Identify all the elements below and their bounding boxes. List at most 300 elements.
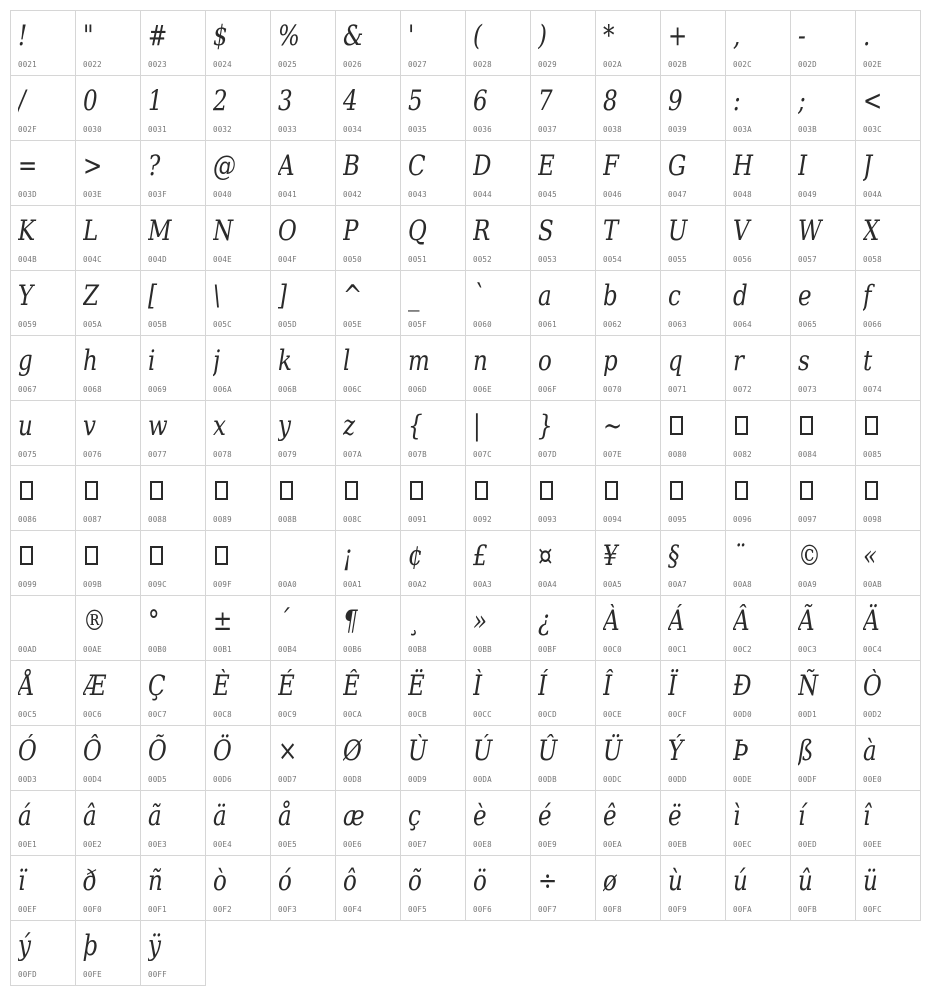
- missing-glyph-box-icon: [670, 481, 683, 500]
- glyph-character: ¥: [603, 539, 618, 572]
- glyph-cell: [660, 335, 726, 401]
- glyph-character: y: [278, 409, 291, 442]
- glyph-code-label: 00D0: [733, 710, 752, 719]
- missing-glyph: [603, 472, 655, 510]
- glyph-cell: [400, 530, 466, 596]
- glyph-cell: [270, 140, 336, 206]
- glyph-code-label: 00A0: [278, 580, 297, 589]
- missing-glyph-box-icon: [735, 416, 748, 435]
- glyph-code-label: 005E: [343, 320, 362, 329]
- glyph-cell: [335, 10, 401, 76]
- glyph-character: W: [798, 214, 822, 247]
- glyph-character: 6: [473, 84, 488, 117]
- glyph-cell: [140, 465, 206, 531]
- glyph-code-label: 00CF: [668, 710, 687, 719]
- glyph-character: ÿ: [148, 929, 161, 962]
- glyph-code-label: 0073: [798, 385, 817, 394]
- glyph-code-label: 00CC: [473, 710, 492, 719]
- glyph-character: Ð: [733, 669, 752, 702]
- glyph-cell: [400, 270, 466, 336]
- missing-glyph: [668, 472, 720, 510]
- glyph-code-label: 0063: [668, 320, 687, 329]
- glyph-code-label: 00E4: [213, 840, 232, 849]
- glyph-character: [278, 537, 321, 575]
- glyph-cell: [10, 790, 76, 856]
- glyph-character: x: [213, 409, 226, 442]
- glyph-cell: [335, 335, 401, 401]
- missing-glyph: [538, 472, 590, 510]
- glyph-code-label: 00CB: [408, 710, 427, 719]
- glyph-code-label: 00E8: [473, 840, 492, 849]
- glyph-character: F: [603, 149, 619, 182]
- glyph-character: n: [473, 344, 488, 377]
- glyph-cell: [790, 10, 856, 76]
- glyph-cell: [205, 205, 271, 271]
- glyph-cell: [205, 790, 271, 856]
- glyph-code-label: 004E: [213, 255, 232, 264]
- glyph-code-label: 0041: [278, 190, 297, 199]
- glyph-cell: [205, 725, 271, 791]
- glyph-code-label: 0021: [18, 60, 37, 69]
- glyph-code-label: 00C2: [733, 645, 752, 654]
- glyph-code-label: 00E2: [83, 840, 102, 849]
- glyph-code-label: 00B0: [148, 645, 167, 654]
- glyph-cell: [335, 205, 401, 271]
- glyph-code-label: 00DE: [733, 775, 752, 784]
- glyph-cell: [270, 660, 336, 726]
- glyph-character: ò: [213, 864, 227, 897]
- glyph-code-label: 0089: [213, 515, 232, 524]
- glyph-code-label: 004F: [278, 255, 297, 264]
- glyph-character: ý: [18, 929, 31, 962]
- glyph-cell: [465, 205, 531, 271]
- glyph-code-label: 00A2: [408, 580, 427, 589]
- glyph-cell: [725, 595, 791, 661]
- glyph-code-label: 00C5: [18, 710, 37, 719]
- glyph-cell: [400, 465, 466, 531]
- glyph-code-label: 0060: [473, 320, 492, 329]
- glyph-cell: [530, 855, 596, 921]
- glyph-code-label: 008B: [278, 515, 297, 524]
- glyph-code-label: 0045: [538, 190, 557, 199]
- glyph-cell: [75, 790, 141, 856]
- glyph-code-label: 003B: [798, 125, 817, 134]
- glyph-character: -: [798, 19, 806, 52]
- glyph-cell: [790, 595, 856, 661]
- glyph-character: I: [798, 149, 808, 182]
- glyph-character: á: [18, 799, 32, 832]
- glyph-character: d: [733, 279, 748, 312]
- glyph-code-label: 00C6: [83, 710, 102, 719]
- glyph-cell: [790, 205, 856, 271]
- glyph-code-label: 00D8: [343, 775, 362, 784]
- glyph-code-label: 0074: [863, 385, 882, 394]
- glyph-cell: [855, 660, 921, 726]
- glyph-code-label: 00FE: [83, 970, 102, 979]
- glyph-character: k: [278, 344, 292, 377]
- glyph-code-label: 002F: [18, 125, 37, 134]
- glyph-cell: [10, 660, 76, 726]
- glyph-code-label: 00D2: [863, 710, 882, 719]
- glyph-cell: [205, 465, 271, 531]
- glyph-code-label: 00A4: [538, 580, 557, 589]
- glyph-cell: [335, 400, 401, 466]
- glyph-cell: [595, 660, 661, 726]
- glyph-character: o: [538, 344, 552, 377]
- glyph-cell: [400, 205, 466, 271]
- glyph-character: É: [278, 669, 295, 702]
- glyph-character: D: [473, 149, 492, 182]
- glyph-character: ¶: [343, 604, 358, 637]
- glyph-cell: [725, 660, 791, 726]
- glyph-cell: [660, 530, 726, 596]
- glyph-code-label: 00F1: [148, 905, 167, 914]
- glyph-character: i: [148, 344, 156, 377]
- glyph-code-label: 0028: [473, 60, 492, 69]
- glyph-character: $: [213, 19, 228, 52]
- glyph-cell: [335, 725, 401, 791]
- glyph-code-label: 008C: [343, 515, 362, 524]
- glyph-code-label: 006C: [343, 385, 362, 394]
- glyph-character: !: [18, 19, 28, 52]
- missing-glyph: [798, 472, 850, 510]
- glyph-character: »: [473, 604, 488, 637]
- glyph-code-label: 0078: [213, 450, 232, 459]
- glyph-character: ñ: [148, 864, 163, 897]
- glyph-cell: [205, 10, 271, 76]
- glyph-cell: [75, 10, 141, 76]
- glyph-code-label: 00EB: [668, 840, 687, 849]
- glyph-character: æ: [343, 799, 365, 832]
- glyph-code-label: 005B: [148, 320, 167, 329]
- glyph-code-label: 00ED: [798, 840, 817, 849]
- glyph-character: ;: [798, 84, 806, 117]
- glyph-character: ô: [343, 864, 357, 897]
- glyph-code-label: 00F4: [343, 905, 362, 914]
- glyph-character: 0: [83, 84, 98, 117]
- glyph-code-label: 004A: [863, 190, 882, 199]
- glyph-character: 8: [603, 84, 618, 117]
- glyph-code-label: 00C9: [278, 710, 297, 719]
- glyph-code-label: 00EF: [18, 905, 37, 914]
- glyph-code-label: 00D1: [798, 710, 817, 719]
- glyph-cell: [790, 75, 856, 141]
- glyph-cell: [855, 595, 921, 661]
- glyph-cell: [725, 530, 791, 596]
- glyph-code-label: 00C7: [148, 710, 167, 719]
- glyph-cell: [10, 10, 76, 76]
- glyph-code-label: 005C: [213, 320, 232, 329]
- missing-glyph: [408, 472, 460, 510]
- glyph-cell: [465, 790, 531, 856]
- glyph-cell: [465, 270, 531, 336]
- glyph-code-label: 00E5: [278, 840, 297, 849]
- glyph-code-label: 00AD: [18, 645, 37, 654]
- missing-glyph-box-icon: [20, 546, 33, 565]
- glyph-cell: [660, 10, 726, 76]
- glyph-code-label: 00F9: [668, 905, 687, 914]
- glyph-cell: [660, 400, 726, 466]
- glyph-cell: [725, 790, 791, 856]
- glyph-character: S: [538, 214, 554, 247]
- glyph-character: ¤: [538, 539, 553, 572]
- glyph-cell: [335, 530, 401, 596]
- glyph-cell: [790, 465, 856, 531]
- glyph-character: g: [18, 344, 33, 377]
- glyph-cell: [790, 725, 856, 791]
- glyph-code-label: 00D5: [148, 775, 167, 784]
- glyph-character: 9: [668, 84, 683, 117]
- glyph-cell: [595, 75, 661, 141]
- glyph-code-label: 007C: [473, 450, 492, 459]
- missing-glyph-box-icon: [540, 481, 553, 500]
- glyph-cell: [140, 270, 206, 336]
- glyph-character: 1: [148, 84, 163, 117]
- glyph-cell: [790, 400, 856, 466]
- glyph-cell: [10, 725, 76, 791]
- glyph-cell: [400, 855, 466, 921]
- glyph-cell: [530, 10, 596, 76]
- glyph-character: >: [83, 149, 103, 182]
- glyph-code-label: 0029: [538, 60, 557, 69]
- glyph-code-label: 00D9: [408, 775, 427, 784]
- glyph-cell: [400, 335, 466, 401]
- glyph-cell: [10, 75, 76, 141]
- glyph-cell: [400, 400, 466, 466]
- glyph-character: Á: [668, 604, 685, 637]
- glyph-cell: [205, 400, 271, 466]
- missing-glyph: [668, 407, 720, 445]
- glyph-code-label: 0030: [83, 125, 102, 134]
- glyph-cell: [660, 140, 726, 206]
- glyph-character: þ: [83, 929, 98, 962]
- glyph-cell: [725, 335, 791, 401]
- missing-glyph: [343, 472, 395, 510]
- glyph-character: ´: [278, 604, 290, 637]
- glyph-character: ^: [343, 279, 363, 312]
- glyph-cell: [205, 270, 271, 336]
- missing-glyph: [18, 537, 70, 575]
- glyph-character: f: [863, 279, 872, 312]
- glyph-character: Ë: [408, 669, 425, 702]
- glyph-cell: [335, 595, 401, 661]
- glyph-cell: [10, 530, 76, 596]
- glyph-code-label: 00FB: [798, 905, 817, 914]
- glyph-cell: [75, 75, 141, 141]
- glyph-cell: [855, 270, 921, 336]
- glyph-code-label: 007A: [343, 450, 362, 459]
- glyph-character: Q: [408, 214, 427, 247]
- glyph-cell: [270, 75, 336, 141]
- glyph-grid: [10, 10, 920, 985]
- glyph-cell: [855, 205, 921, 271]
- glyph-cell: [75, 920, 141, 986]
- glyph-character: ": [83, 19, 94, 52]
- glyph-code-label: 003F: [148, 190, 167, 199]
- glyph-character: ,: [733, 19, 741, 52]
- glyph-character: é: [538, 799, 552, 832]
- glyph-character: ®: [83, 604, 106, 637]
- glyph-cell: [270, 335, 336, 401]
- glyph-cell: [335, 140, 401, 206]
- glyph-cell: [140, 725, 206, 791]
- glyph-cell: [205, 335, 271, 401]
- glyph-cell: [855, 10, 921, 76]
- glyph-cell: [400, 75, 466, 141]
- glyph-cell: [660, 855, 726, 921]
- glyph-code-label: 0047: [668, 190, 687, 199]
- glyph-character: }: [538, 409, 553, 442]
- glyph-character: A: [278, 149, 295, 182]
- glyph-cell: [530, 205, 596, 271]
- glyph-code-label: 00CD: [538, 710, 557, 719]
- glyph-character: X: [863, 214, 880, 247]
- glyph-character: s: [798, 344, 810, 377]
- glyph-code-label: 004C: [83, 255, 102, 264]
- glyph-character: ?: [148, 149, 161, 182]
- missing-glyph: [148, 537, 200, 575]
- missing-glyph-box-icon: [735, 481, 748, 500]
- missing-glyph-box-icon: [475, 481, 488, 500]
- glyph-cell: [595, 335, 661, 401]
- glyph-character: ø: [603, 864, 617, 897]
- glyph-character: .: [863, 19, 871, 52]
- glyph-code-label: 00E0: [863, 775, 882, 784]
- glyph-cell: [75, 595, 141, 661]
- glyph-code-label: 0095: [668, 515, 687, 524]
- glyph-code-label: 0092: [473, 515, 492, 524]
- glyph-code-label: 009F: [213, 580, 232, 589]
- glyph-cell: [530, 75, 596, 141]
- glyph-cell: [595, 790, 661, 856]
- glyph-code-label: 006B: [278, 385, 297, 394]
- glyph-cell: [595, 725, 661, 791]
- glyph-code-label: 007B: [408, 450, 427, 459]
- missing-glyph: [798, 407, 850, 445]
- glyph-code-label: 0075: [18, 450, 37, 459]
- glyph-cell: [660, 75, 726, 141]
- glyph-code-label: 003C: [863, 125, 882, 134]
- glyph-character: B: [343, 149, 360, 182]
- glyph-cell: [140, 140, 206, 206]
- glyph-code-label: 00F5: [408, 905, 427, 914]
- glyph-cell: [725, 205, 791, 271]
- missing-glyph: [278, 472, 330, 510]
- glyph-cell: [335, 465, 401, 531]
- glyph-character: Z: [83, 279, 99, 312]
- glyph-code-label: 0062: [603, 320, 622, 329]
- missing-glyph-box-icon: [150, 481, 163, 500]
- glyph-code-label: 0077: [148, 450, 167, 459]
- glyph-cell: [660, 725, 726, 791]
- glyph-character: @: [213, 149, 236, 182]
- glyph-character: ß: [798, 734, 814, 767]
- glyph-character: J: [863, 149, 873, 182]
- glyph-character: %: [278, 19, 300, 52]
- glyph-character: =: [18, 149, 38, 182]
- glyph-code-label: 005A: [83, 320, 102, 329]
- glyph-cell: [790, 270, 856, 336]
- glyph-character: ü: [863, 864, 878, 897]
- glyph-code-label: 00F6: [473, 905, 492, 914]
- glyph-code-label: 004B: [18, 255, 37, 264]
- glyph-cell: [400, 725, 466, 791]
- glyph-character: m: [408, 344, 430, 377]
- glyph-cell: [140, 10, 206, 76]
- missing-glyph-box-icon: [215, 546, 228, 565]
- glyph-cell: [595, 205, 661, 271]
- glyph-character: È: [213, 669, 230, 702]
- glyph-code-label: 00DF: [798, 775, 817, 784]
- glyph-code-label: 0072: [733, 385, 752, 394]
- glyph-character: Ú: [473, 734, 493, 767]
- glyph-cell: [75, 530, 141, 596]
- glyph-cell: [75, 335, 141, 401]
- glyph-cell: [270, 790, 336, 856]
- glyph-character: K: [18, 214, 36, 247]
- glyph-code-label: 00FD: [18, 970, 37, 979]
- glyph-code-label: 00C0: [603, 645, 622, 654]
- glyph-cell: [790, 140, 856, 206]
- glyph-code-label: 0022: [83, 60, 102, 69]
- missing-glyph: [733, 472, 785, 510]
- glyph-character: «: [863, 539, 878, 572]
- glyph-character: 7: [538, 84, 553, 117]
- missing-glyph-box-icon: [280, 481, 293, 500]
- glyph-code-label: 0086: [18, 515, 37, 524]
- glyph-cell: [465, 10, 531, 76]
- glyph-character: c: [668, 279, 681, 312]
- glyph-cell: [725, 270, 791, 336]
- glyph-cell: [595, 595, 661, 661]
- glyph-character: Ñ: [798, 669, 819, 702]
- glyph-code-label: 0061: [538, 320, 557, 329]
- glyph-character: Ò: [863, 669, 882, 702]
- glyph-cell: [465, 400, 531, 466]
- glyph-code-label: 00F8: [603, 905, 622, 914]
- glyph-code-label: 00B1: [213, 645, 232, 654]
- glyph-character: Í: [538, 669, 548, 702]
- glyph-character: C: [408, 149, 426, 182]
- glyph-code-label: 0071: [668, 385, 687, 394]
- glyph-cell: [140, 335, 206, 401]
- glyph-cell: [270, 205, 336, 271]
- glyph-cell: [270, 10, 336, 76]
- glyph-code-label: 0059: [18, 320, 37, 329]
- glyph-code-label: 00AE: [83, 645, 102, 654]
- glyph-code-label: 0033: [278, 125, 297, 134]
- glyph-character: õ: [408, 864, 422, 897]
- glyph-character: ë: [668, 799, 682, 832]
- glyph-cell: [855, 465, 921, 531]
- glyph-code-label: 0056: [733, 255, 752, 264]
- glyph-character: ¡: [343, 539, 353, 572]
- missing-glyph: [83, 537, 135, 575]
- glyph-cell: [725, 465, 791, 531]
- glyph-character: Ï: [668, 669, 678, 702]
- glyph-code-label: 00E1: [18, 840, 37, 849]
- glyph-cell: [270, 530, 336, 596]
- glyph-code-label: 0069: [148, 385, 167, 394]
- glyph-cell: [140, 75, 206, 141]
- missing-glyph: [863, 407, 915, 445]
- glyph-character: ¨: [733, 539, 745, 572]
- glyph-cell: [595, 10, 661, 76]
- glyph-cell: [725, 725, 791, 791]
- glyph-cell: [530, 790, 596, 856]
- missing-glyph-box-icon: [670, 416, 683, 435]
- glyph-code-label: 0085: [863, 450, 882, 459]
